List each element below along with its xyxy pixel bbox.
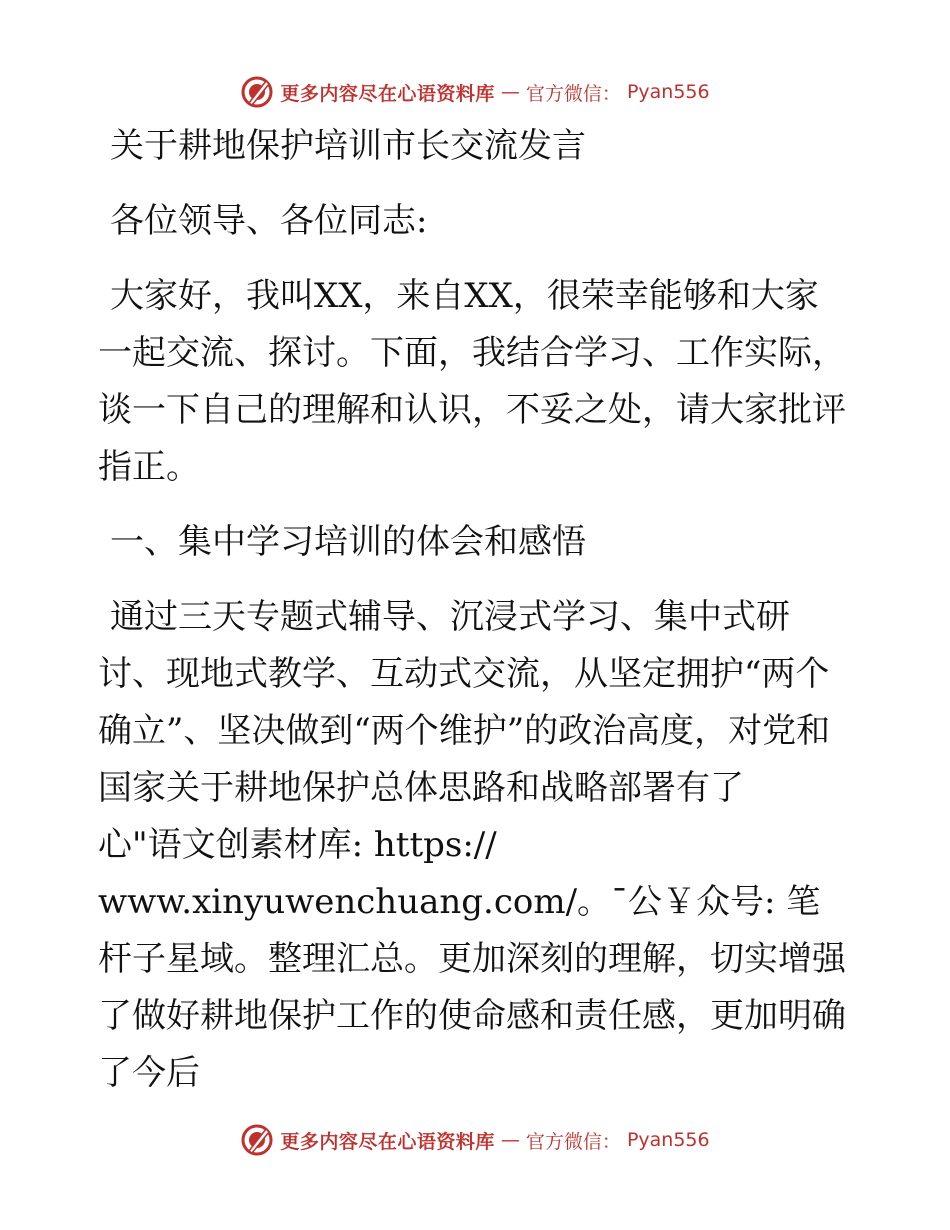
document-title: 关于耕地保护培训市长交流发言 [110,126,586,166]
footer-watermark-banner [0,1118,950,1162]
pen-logo-icon [240,75,274,109]
section-body-line: 通过三天专题式辅导、沉浸式学习、集中式研 [110,597,790,637]
header-watermark-banner [0,70,950,114]
banner-wechat-id: Pyan556 [626,81,710,103]
banner-official-label: 官方微信： [525,82,621,105]
banner-text: 更多内容尽在心语资料库 [280,1130,495,1153]
document-body [98,118,850,1102]
source-note-line: 心"语文创素材库: https:// [98,825,497,865]
source-note-paragraph: www.xinyuwenchuang.com/。¯公￥众号: 笔杆子星域。整理汇总。更加深刻的理解，切实增强了做好耕地保护工作的使命感和责任感，更加明确了今后 [98,882,846,1093]
banner-wechat-id: Pyan556 [626,1129,710,1151]
salutation: 各位领导、各位同志: [110,201,428,241]
pen-logo-icon [240,1123,274,1157]
banner-separator: — [500,81,520,103]
banner-text: 更多内容尽在心语资料库 [280,82,495,105]
intro-paragraph: 大家好，我叫XX，来自XX，很荣幸能够和大家一起交流、探讨。下面，我结合学习、工作实际，谈一下自己的理解和认识，不妥之处，请大家批评指正。 [98,276,846,487]
section-body-paragraph: 讨、现地式教学、互动式交流，从坚定拥护“两个确立”、坚决做到“两个维护”的政治高度，对党和国家关于耕地保护总体思路和战略部署有了 [98,654,831,808]
section-heading: 一、集中学习培训的体会和感悟 [110,522,586,562]
banner-separator: — [500,1129,520,1151]
section-body [98,589,850,1102]
banner-official-label: 官方微信： [525,1130,621,1153]
